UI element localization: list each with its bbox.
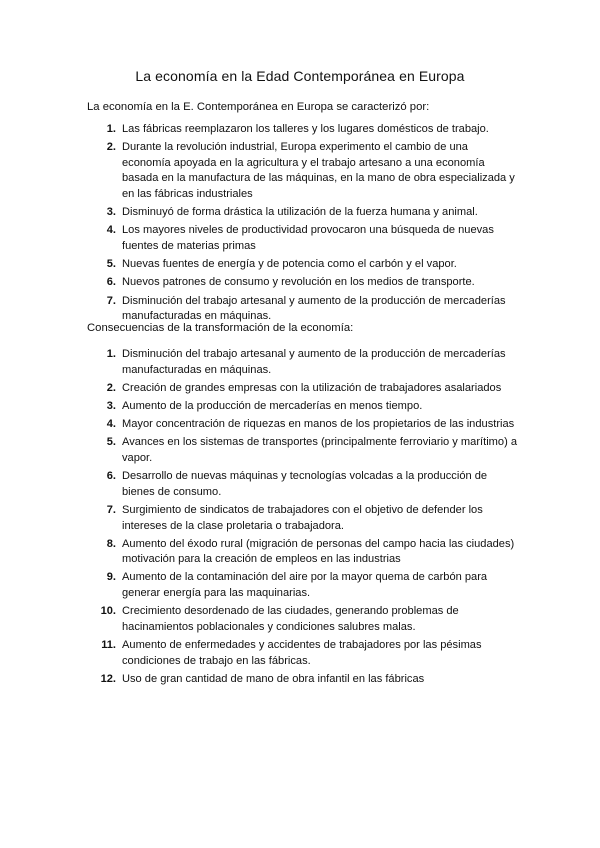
list-item-number: 7. <box>106 503 116 516</box>
list-item <box>87 570 517 601</box>
list-item-number: 6. <box>106 276 116 289</box>
list-item <box>87 347 517 378</box>
list-item <box>87 223 517 254</box>
list-item-number: 4. <box>106 418 116 431</box>
list-item <box>87 638 517 669</box>
list-item <box>87 257 517 273</box>
list-item <box>87 399 517 415</box>
list-item-text: Uso de gran cantidad de mano de obra infantil en las fábricas <box>122 672 425 685</box>
list-item-text: Disminuyó de forma drástica la utilización de la fuerza humana y animal. <box>122 206 478 219</box>
list-item-text: Disminución del trabajo artesanal y aumento de la producción de mercaderías manufacturadas en máquinas. <box>122 348 506 376</box>
list-item-number: 1. <box>106 348 116 360</box>
list-item-text: Aumento de la producción de mercaderías en menos tiempo. <box>122 399 423 412</box>
list-item <box>87 275 517 291</box>
list-item-text: Avances en los sistemas de transportes (principalmente ferroviario y marítimo) a vapor. <box>122 436 518 464</box>
list-item-number: 9. <box>106 571 116 584</box>
consequences-heading: Consecuencias de la transformación de la economía: <box>87 322 354 334</box>
list-item-number: 5. <box>106 258 116 271</box>
list-item-number: 7. <box>106 294 116 307</box>
list-item-text: Disminución del trabajo artesanal y aumento de la producción de mercaderías manufacturadas en máquinas. <box>122 294 506 323</box>
list-item-text: Crecimiento desordenado de las ciudades, generando problemas de hacinamientos poblacionales y condiciones salubres malas. <box>122 605 459 633</box>
list-item <box>87 122 517 138</box>
list-item-number: 2. <box>106 141 116 154</box>
list-item-text: Creación de grandes empresas con la utilización de trabajadores asalariados <box>122 381 502 394</box>
list-item <box>87 294 517 325</box>
list-item <box>87 140 517 202</box>
characteristics-list <box>87 122 517 327</box>
list-item-number: 8. <box>106 537 116 550</box>
list-item <box>87 205 517 221</box>
list-item-text: Surgimiento de sindicatos de trabajadores con el objetivo de defender los intereses de la clase proletaria o trabajadora. <box>122 503 483 532</box>
list-item <box>87 537 517 568</box>
list-item-text: Aumento del éxodo rural (migración de personas del campo hacia las ciudades) motivación para la creación de empleos en las industrias <box>122 537 515 566</box>
list-item-number: 3. <box>106 399 116 412</box>
list-item-text: Nuevas fuentes de energía y de potencia como el carbón y el vapor. <box>122 258 457 271</box>
list-item-number: 6. <box>106 470 116 483</box>
list-item-text: Aumento de enfermedades y accidentes de trabajadores por las pésimas condiciones de trabajo en las fábricas. <box>122 639 482 667</box>
list-item-number: 3. <box>106 206 116 219</box>
list-item-number: 1. <box>106 123 116 135</box>
list-item <box>87 435 517 466</box>
list-item-number: 2. <box>106 381 116 394</box>
list-item-text: Las fábricas reemplazaron los talleres y los lugares domésticos de trabajo. <box>122 123 489 135</box>
list-item-number: 5. <box>106 436 116 449</box>
list-item-number: 4. <box>106 224 116 237</box>
list-item-text: Durante la revolución industrial, Europa experimento el cambio de una economía apoyada en la agricultura y el trabajo artesano a una economía basada en la manufactura de las máquinas, en la mano de obra especializada y en las fábricas industriales <box>122 141 515 200</box>
document-title: La economía en la Edad Contemporánea en Europa <box>135 68 465 84</box>
list-item <box>87 672 517 688</box>
list-item-number: 11. <box>101 639 116 652</box>
intro-paragraph: La economía en la E. Contemporánea en Europa se caracterizó por: <box>87 101 430 113</box>
list-item-number: 12. <box>100 672 116 685</box>
list-item-text: Desarrollo de nuevas máquinas y tecnologías volcadas a la producción de bienes de consumo. <box>122 470 488 498</box>
consequences-list <box>87 347 517 690</box>
list-item <box>87 604 517 635</box>
list-item-text: Mayor concentración de riquezas en manos de los propietarios de las industrias <box>122 418 515 431</box>
list-item <box>87 503 517 534</box>
list-item-text: Los mayores niveles de productividad provocaron una búsqueda de nuevas fuentes de materias primas <box>122 224 494 252</box>
list-item-number: 10. <box>100 605 116 618</box>
list-item-text: Nuevos patrones de consumo y revolución en los medios de transporte. <box>122 276 475 289</box>
list-item-text: Aumento de la contaminación del aire por la mayor quema de carbón para generar energía para las maquinarias. <box>122 571 488 600</box>
list-item <box>87 417 517 433</box>
list-item <box>87 381 517 397</box>
list-item <box>87 469 517 500</box>
